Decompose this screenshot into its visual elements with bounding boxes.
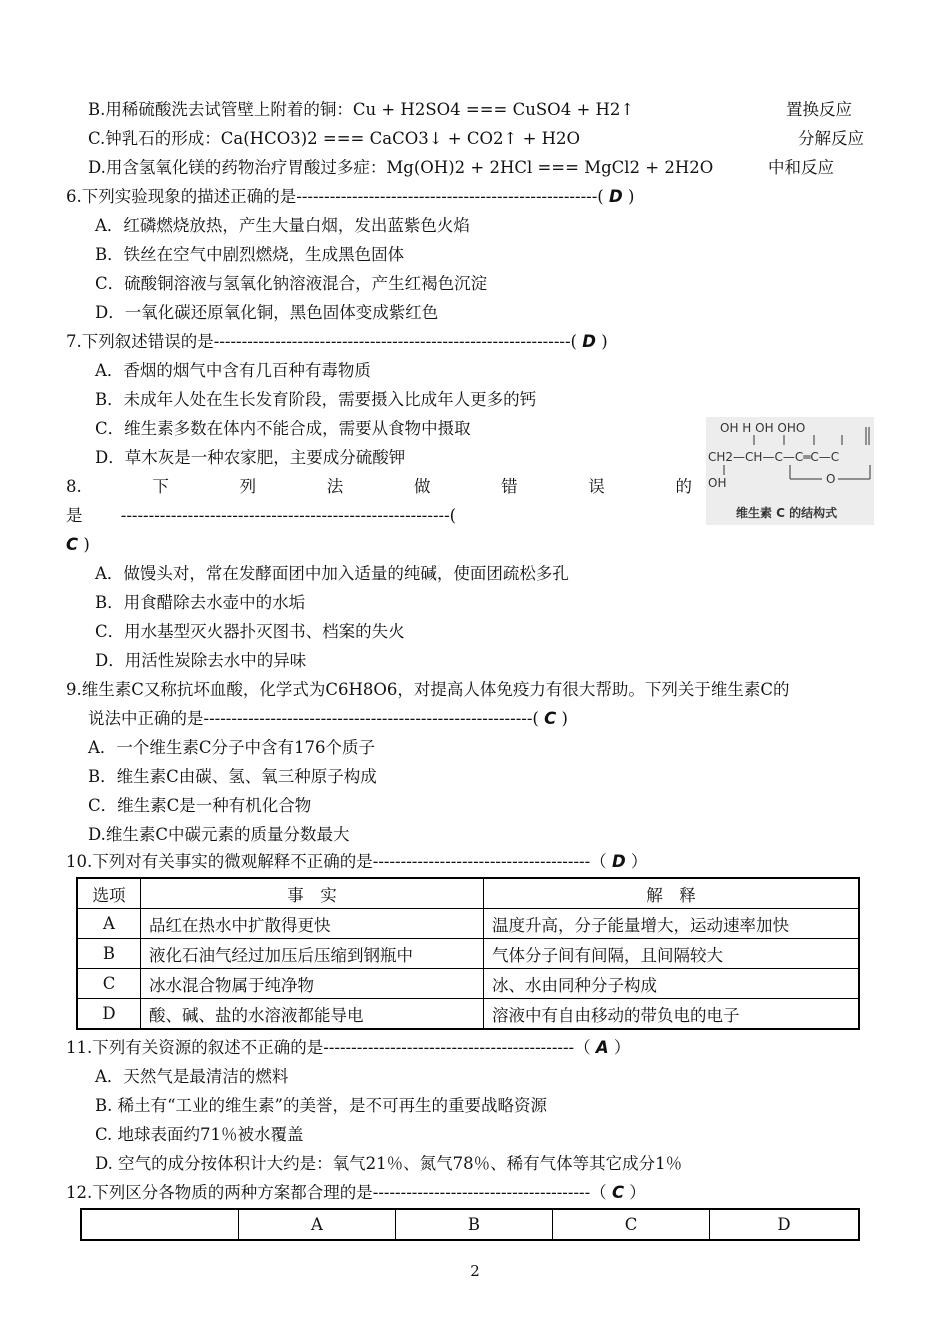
q8-option-a: A．做馒头对，常在发酵面团中加入适量的纯碱，使面团疏松多孔	[95, 564, 569, 583]
table-header-cell: A	[239, 1209, 396, 1240]
q10-table	[76, 877, 860, 1030]
q5-option-b-tag: 置换反应	[786, 100, 852, 119]
q6-option-c: C．硫酸铜溶液与氢氧化钠溶液混合，产生红褐色沉淀	[95, 274, 488, 293]
q7-option-b: B．未成年人处在生长发育阶段，需要摄入比成年人更多的钙	[95, 390, 537, 409]
q8-option-d: D．用活性炭除去水中的异味	[95, 651, 307, 670]
q9-stem-line2: 说法中正确的是-----------------------------------------------------------( C )	[88, 709, 568, 728]
table-header-cell: 事 实	[141, 878, 484, 909]
table-cell: 温度升高，分子能量增大，运动速率加快	[484, 909, 860, 939]
q10-stem: 10.下列对有关事实的微观解释不正确的是---------------------------------------（ D ）	[66, 852, 648, 871]
q5-option-d-tag: 中和反应	[768, 158, 834, 177]
q12-stem: 12.下列区分各物质的两种方案都合理的是---------------------------------------（ C ）	[66, 1183, 646, 1202]
page-number: 2	[470, 1262, 480, 1280]
q11-option-d: D. 空气的成分按体积计大约是：氧气21％、氮气78％、稀有气体等其它成分1％	[95, 1154, 683, 1173]
table-cell: 品红在热水中扩散得更快	[141, 909, 484, 939]
q7-option-c: C．维生素多数在体内不能合成，需要从食物中摄取	[95, 419, 471, 438]
table-row	[77, 939, 859, 969]
q11-option-b: B. 稀土有“工业的维生素”的美誉，是不可再生的重要战略资源	[95, 1096, 547, 1115]
table-header-cell: 解 释	[484, 878, 860, 909]
q6-option-a: A．红磷燃烧放热，产生大量白烟，发出蓝紫色火焰	[95, 216, 470, 235]
vitamin-c-chain: CH2—CH—C—C═C—C	[708, 450, 840, 464]
table-cell: 冰、水由同种分子构成	[484, 969, 860, 999]
q7-answer: D	[582, 332, 596, 351]
q6-option-b: B．铁丝在空气中剧烈燃烧，生成黑色固体	[95, 245, 405, 264]
table-cell: C	[77, 969, 141, 999]
q10-answer: D	[611, 852, 626, 871]
vitamin-c-structure-figure	[706, 417, 874, 525]
table-header-cell: B	[396, 1209, 553, 1240]
q11-option-c: C. 地球表面约71％被水覆盖	[95, 1125, 304, 1144]
q7-stem: 7.下列叙述错误的是----------------------------------------------------------------( D )	[66, 332, 608, 351]
q7-option-d: D．草木灰是一种农家肥，主要成分硫酸钾	[95, 448, 406, 467]
q9-option-c: C．维生素C是一种有机化合物	[88, 796, 312, 815]
table-cell: 气体分子间有间隔，且间隔较大	[484, 939, 860, 969]
vitamin-c-caption: 维生素 C 的结构式	[736, 506, 838, 520]
table-cell: 冰水混合物属于纯净物	[141, 969, 484, 999]
table-row	[77, 999, 859, 1030]
q7-option-a: A．香烟的烟气中含有几百种有毒物质	[95, 361, 371, 380]
q9-stem-line1: 9.维生素C又称抗坏血酸，化学式为C6H8O6，对提高人体免疫力有很大帮助。下列关于维生素C的	[66, 680, 790, 699]
table-cell: 酸、碱、盐的水溶液都能导电	[141, 999, 484, 1030]
vitamin-c-ring-o: O	[826, 472, 836, 486]
q8-stem-line2: 是 -----------------------------------------------------------(	[66, 506, 457, 525]
table-header-cell: 选项	[77, 878, 141, 909]
q12-answer: C	[611, 1183, 625, 1202]
q6-stem: 6.下列实验现象的描述正确的是------------------------------------------------------( D )	[66, 187, 635, 206]
q8-stem-line1: 8. 下 列 法 做 错 误 的	[66, 477, 692, 496]
q8-option-c: C．用水基型灭火器扑灭图书、档案的失火	[95, 622, 405, 641]
table-header-row	[77, 878, 859, 909]
q5-option-b: B.用稀硫酸洗去试管壁上附着的铜：Cu + H2SO4 === CuSO4 + H2↑	[88, 100, 635, 119]
q8-answer: C	[66, 535, 79, 554]
q5-option-c: C.钟乳石的形成：Ca(HCO3)2 === CaCO3↓ + CO2↑ + H2O	[88, 129, 581, 148]
vitamin-c-oh-left: OH	[708, 476, 727, 490]
table-cell: 溶液中有自由移动的带负电的电子	[484, 999, 860, 1030]
q6-answer: D	[609, 187, 623, 206]
q11-stem: 11.下列有关资源的叙述不正确的是---------------------------------------------（ A ）	[66, 1038, 631, 1057]
q9-option-a: A．一个维生素C分子中含有176个质子	[88, 738, 376, 757]
q11-answer: A	[595, 1038, 609, 1057]
table-row	[77, 909, 859, 939]
q5-option-d: D.用含氢氧化镁的药物治疗胃酸过多症：Mg(OH)2 + 2HCl === MgCl2 + 2H2O	[88, 158, 714, 177]
table-header-cell	[81, 1209, 239, 1240]
table-header-cell: C	[553, 1209, 710, 1240]
q9-option-d: D.维生素C中碳元素的质量分数最大	[88, 825, 350, 844]
table-header-row	[81, 1209, 859, 1240]
q9-answer: C	[544, 709, 557, 728]
q9-option-b: B．维生素C由碳、氢、氧三种原子构成	[88, 767, 377, 786]
q6-option-d: D．一氧化碳还原氧化铜，黑色固体变成紫红色	[95, 303, 439, 322]
q5-option-c-tag: 分解反应	[798, 129, 864, 148]
table-row	[77, 969, 859, 999]
table-cell: D	[77, 999, 141, 1030]
q8-answer-line: C )	[66, 535, 90, 554]
table-cell: B	[77, 939, 141, 969]
table-cell: 液化石油气经过加压后压缩到钢瓶中	[141, 939, 484, 969]
table-header-cell: D	[710, 1209, 860, 1240]
q8-option-b: B．用食醋除去水壶中的水垢	[95, 593, 306, 612]
table-cell: A	[77, 909, 141, 939]
q11-option-a: A．天然气是最清洁的燃料	[95, 1067, 289, 1086]
vitamin-c-top-labels: OH H OH OHO	[720, 421, 806, 435]
q12-table	[80, 1208, 860, 1241]
